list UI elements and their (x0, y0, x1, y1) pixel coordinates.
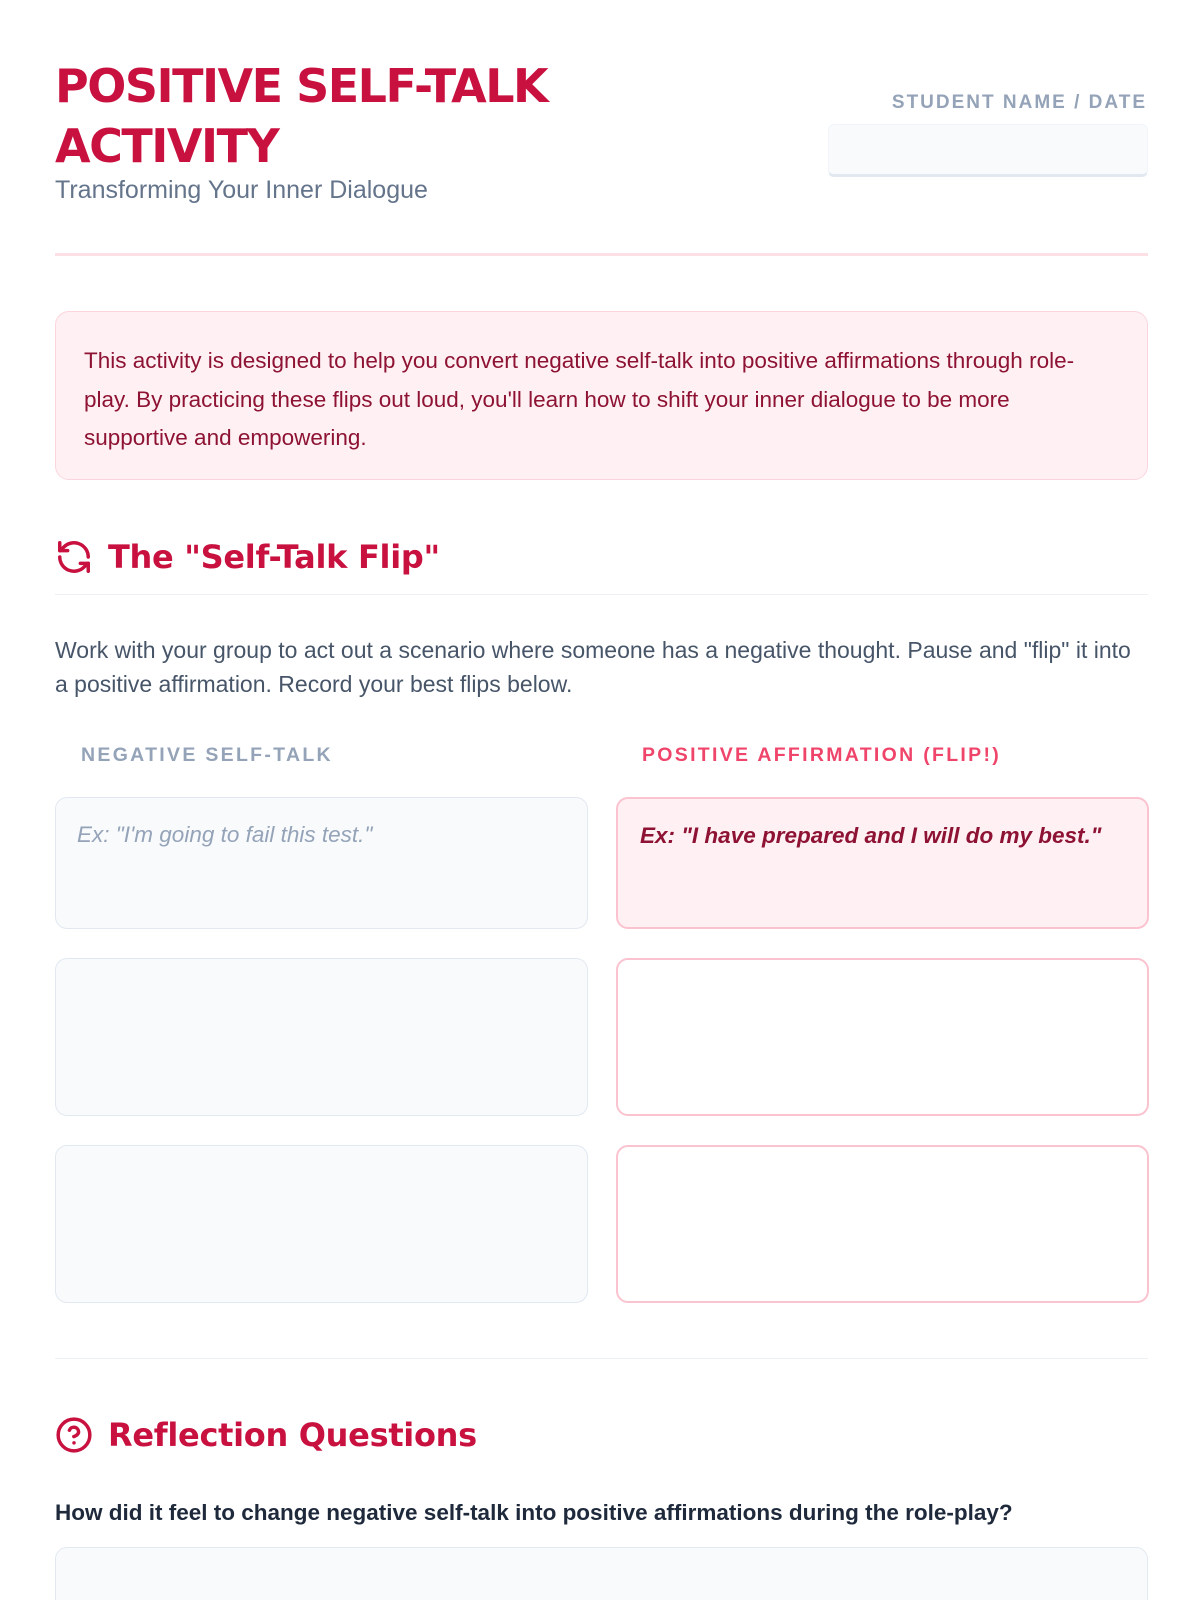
positive-input-1[interactable] (616, 797, 1149, 929)
positive-input-2[interactable] (616, 958, 1149, 1116)
question-circle-icon (55, 1416, 93, 1454)
negative-example-text: Ex: "I'm going to fail this test." (77, 822, 373, 847)
positive-example-text: Ex: "I have prepared and I will do my best." (640, 823, 1102, 848)
flip-instructions: Work with your group to act out a scenario where someone has a negative thought. Pause and "flip" it into a positive affirmation. Record your best flips below. (55, 637, 1131, 697)
positive-column-label: POSITIVE AFFIRMATION (FLIP!) (642, 744, 1002, 766)
header-divider (55, 253, 1148, 256)
negative-input-2[interactable] (55, 958, 588, 1116)
student-name-date-label: STUDENT NAME / DATE (891, 92, 1147, 113)
section-divider (55, 594, 1148, 595)
self-talk-flip-heading (55, 538, 440, 576)
student-name-date-field[interactable] (828, 124, 1148, 177)
section-divider (55, 1358, 1148, 1359)
title-line-2: ACTIVITY (55, 119, 279, 173)
negative-column-label: NEGATIVE SELF-TALK (81, 744, 333, 766)
positive-input-3[interactable] (616, 1145, 1149, 1303)
title-line-1: POSITIVE SELF-TALK (55, 59, 548, 113)
intro-callout: This activity is designed to help you convert negative self-talk into positive affirmations through role-play. By practicing these flips out loud, you'll learn how to shift your inner dialogue to be more supportive and empowering. (55, 311, 1148, 480)
reflection-heading (55, 1416, 477, 1454)
section-title: The "Self-Talk Flip" (108, 538, 440, 576)
page-title (55, 56, 675, 176)
page-subtitle: Transforming Your Inner Dialogue (55, 176, 428, 204)
negative-input-3[interactable] (55, 1145, 588, 1303)
reflection-answer-1[interactable] (55, 1547, 1148, 1600)
reflection-question-1: How did it feel to change negative self-talk into positive affirmations during the role-play? (55, 1500, 1013, 1525)
negative-input-1[interactable] (55, 797, 588, 929)
refresh-icon (55, 538, 93, 576)
section-title: Reflection Questions (108, 1416, 477, 1454)
